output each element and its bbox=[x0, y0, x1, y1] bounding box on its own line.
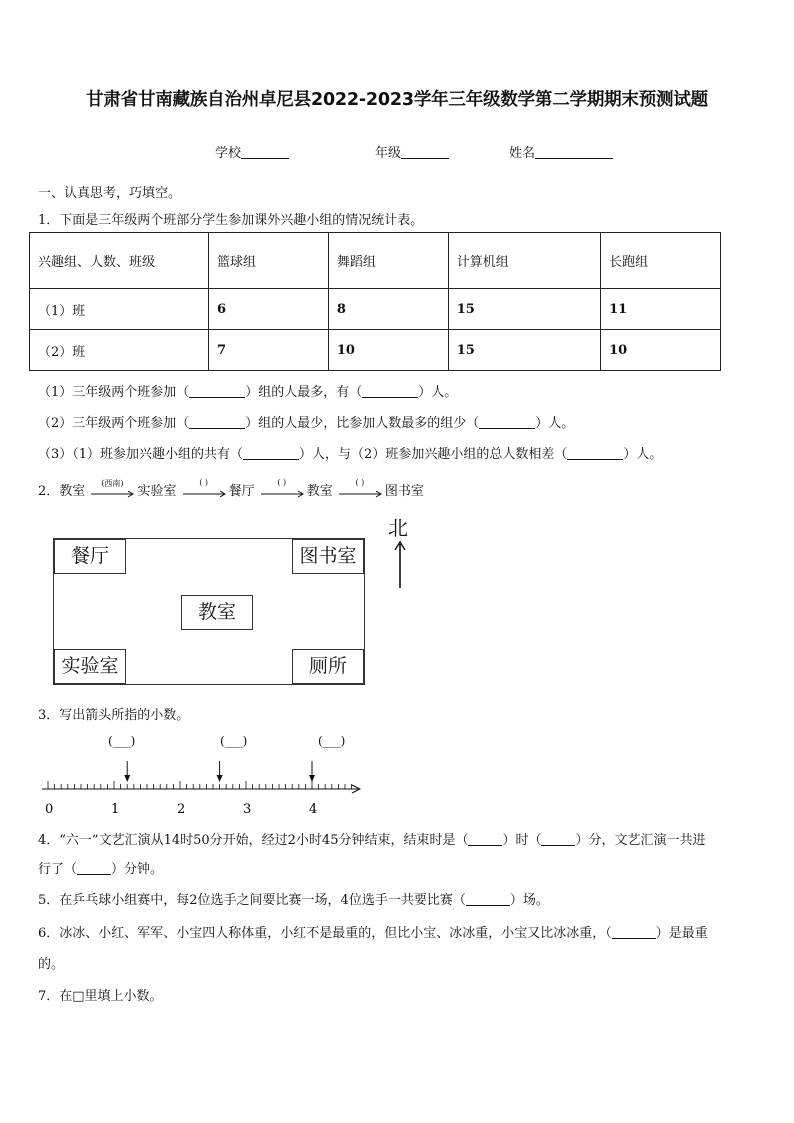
table-header: 舞蹈组 bbox=[328, 233, 448, 289]
q2-number: 2． bbox=[38, 484, 60, 499]
room-classroom: 教室 bbox=[181, 595, 253, 630]
route-arrow[interactable] bbox=[182, 477, 228, 499]
q4-text: ）时（ bbox=[502, 833, 542, 848]
q6-text: 6．冰冰、小红、军军、小宝四人称体重，小红不是最重的，但比小宝、冰冰重，小宝又比冰冰重，（ bbox=[38, 926, 612, 941]
number-line bbox=[38, 755, 368, 817]
answer-blank[interactable] bbox=[612, 925, 656, 939]
answer-blank[interactable] bbox=[189, 384, 245, 398]
answer-blank[interactable] bbox=[468, 832, 502, 846]
route-arrow bbox=[90, 478, 136, 499]
route-stop: 教室 bbox=[306, 484, 333, 499]
table-cell: 10 bbox=[601, 330, 721, 371]
route-arrow[interactable] bbox=[260, 477, 306, 499]
direction-blank[interactable]: ( ) bbox=[355, 477, 365, 487]
decimal-blank[interactable]: (___) bbox=[318, 734, 346, 748]
answer-blank[interactable] bbox=[189, 415, 245, 429]
answer-blank[interactable] bbox=[362, 384, 418, 398]
section-heading: 一、认真思考，巧填空。 bbox=[38, 186, 182, 201]
route-stop: 餐厅 bbox=[228, 484, 255, 499]
q1-sub1-text: ）组的人最多，有（ bbox=[245, 385, 363, 400]
pointer-arrowhead-icon bbox=[309, 775, 315, 782]
table-header: 长跑组 bbox=[601, 233, 721, 289]
page-title: 甘肃省甘南藏族自治州卓尼县2022-2023学年三年级数学第二学期期末预测试题 bbox=[86, 90, 708, 110]
q1-sub1 bbox=[38, 381, 457, 400]
tick-label: 2 bbox=[177, 802, 186, 817]
north-label: 北 bbox=[388, 516, 408, 540]
answer-blank[interactable] bbox=[466, 892, 510, 906]
q4-line2 bbox=[38, 858, 163, 877]
campus-map bbox=[53, 538, 365, 685]
tick-label: 4 bbox=[309, 802, 318, 817]
route-arrow[interactable] bbox=[338, 477, 384, 499]
tick-label: 3 bbox=[243, 802, 252, 817]
q1-sub2-text: ）人。 bbox=[535, 416, 575, 431]
route-stop: 教室 bbox=[59, 484, 86, 499]
table-cell: （2）班 bbox=[30, 330, 209, 371]
direction-label: (西南) bbox=[101, 478, 124, 488]
school-label: 学校 bbox=[215, 146, 242, 161]
room-lab: 实验室 bbox=[54, 649, 126, 684]
q5-text: ）场。 bbox=[509, 893, 549, 908]
table-header: 计算机组 bbox=[448, 233, 600, 289]
decimal-blank[interactable]: (___) bbox=[220, 734, 248, 748]
q1-sub2 bbox=[38, 412, 574, 431]
grade-field[interactable] bbox=[375, 142, 449, 161]
q5 bbox=[38, 889, 549, 908]
pointer-arrowhead-icon bbox=[124, 775, 130, 782]
grade-blank[interactable] bbox=[401, 145, 449, 159]
answer-blank[interactable] bbox=[243, 446, 299, 460]
q1-sub1-text: ）人。 bbox=[418, 385, 458, 400]
q2-route bbox=[38, 477, 424, 499]
q4-text: ）分，文艺汇演一共进 bbox=[575, 833, 706, 848]
table-cell: 8 bbox=[328, 289, 448, 330]
name-field[interactable] bbox=[509, 142, 613, 161]
table-header: 篮球组 bbox=[209, 233, 329, 289]
decimal-blank[interactable]: (___) bbox=[108, 734, 136, 748]
room-canteen: 餐厅 bbox=[54, 539, 126, 574]
name-blank[interactable] bbox=[535, 145, 613, 159]
q1-sub1-text: （1）三年级两个班参加（ bbox=[38, 385, 190, 400]
name-label: 姓名 bbox=[509, 146, 536, 161]
table-cell: 11 bbox=[601, 289, 721, 330]
q1-sub3-text: ）人。 bbox=[623, 447, 663, 462]
q6-line2: 的。 bbox=[38, 957, 65, 972]
q3-stem: 3．写出箭头所指的小数。 bbox=[38, 708, 190, 723]
tick-label: 1 bbox=[111, 802, 120, 817]
stats-table bbox=[29, 232, 721, 371]
table-cell: 15 bbox=[448, 289, 600, 330]
route-stop: 图书室 bbox=[384, 484, 424, 499]
table-header: 兴趣组、人数、班级 bbox=[30, 233, 209, 289]
answer-blank[interactable] bbox=[541, 832, 575, 846]
q4-text: ）分钟。 bbox=[111, 862, 164, 877]
room-library: 图书室 bbox=[292, 539, 364, 574]
q4-text: 行了（ bbox=[38, 862, 78, 877]
route-stop: 实验室 bbox=[137, 484, 177, 499]
table-row bbox=[30, 330, 721, 371]
q1-sub3-text: ）人，与（2）班参加兴趣小组的总人数相差（ bbox=[299, 447, 568, 462]
q1-sub3 bbox=[38, 443, 662, 462]
q1-stem: 1．下面是三年级两个班部分学生参加课外兴趣小组的情况统计表。 bbox=[38, 213, 424, 228]
q4-line1 bbox=[38, 829, 706, 848]
answer-blank[interactable] bbox=[567, 446, 623, 460]
table-cell: 10 bbox=[328, 330, 448, 371]
room-toilet: 厕所 bbox=[292, 649, 364, 684]
table-cell: 6 bbox=[209, 289, 329, 330]
answer-blank[interactable] bbox=[479, 415, 535, 429]
pointer-arrowhead-icon bbox=[217, 775, 223, 782]
direction-blank[interactable]: ( ) bbox=[277, 477, 287, 487]
q6-line1 bbox=[38, 922, 708, 941]
answer-blank[interactable] bbox=[77, 861, 111, 875]
q6-text: ）是最重 bbox=[655, 926, 708, 941]
q1-sub3-text: （3）（1）班参加兴趣小组的共有（ bbox=[38, 447, 244, 462]
direction-blank[interactable]: ( ) bbox=[199, 477, 208, 487]
table-row bbox=[30, 289, 721, 330]
school-blank[interactable] bbox=[241, 145, 289, 159]
table-cell: （1）班 bbox=[30, 289, 209, 330]
table-cell: 15 bbox=[448, 330, 600, 371]
q1-sub2-text: ）组的人最少，比参加人数最多的组少（ bbox=[245, 416, 480, 431]
table-header-row bbox=[30, 233, 721, 289]
table-cell: 7 bbox=[209, 330, 329, 371]
north-arrow-icon bbox=[393, 540, 407, 588]
q1-sub2-text: （2）三年级两个班参加（ bbox=[38, 416, 190, 431]
q4-text: 4．“六一”文艺汇演从14时50分开始，经过2小时45分钟结束，结束时是（ bbox=[38, 833, 469, 848]
q5-text: 5．在乒乓球小组赛中，每2位选手之间要比赛一场，4位选手一共要比赛（ bbox=[38, 893, 466, 908]
grade-label: 年级 bbox=[375, 146, 402, 161]
tick-label: 0 bbox=[45, 802, 54, 817]
school-field[interactable] bbox=[215, 142, 289, 161]
q7-stem: 7．在□里填上小数。 bbox=[38, 989, 163, 1004]
